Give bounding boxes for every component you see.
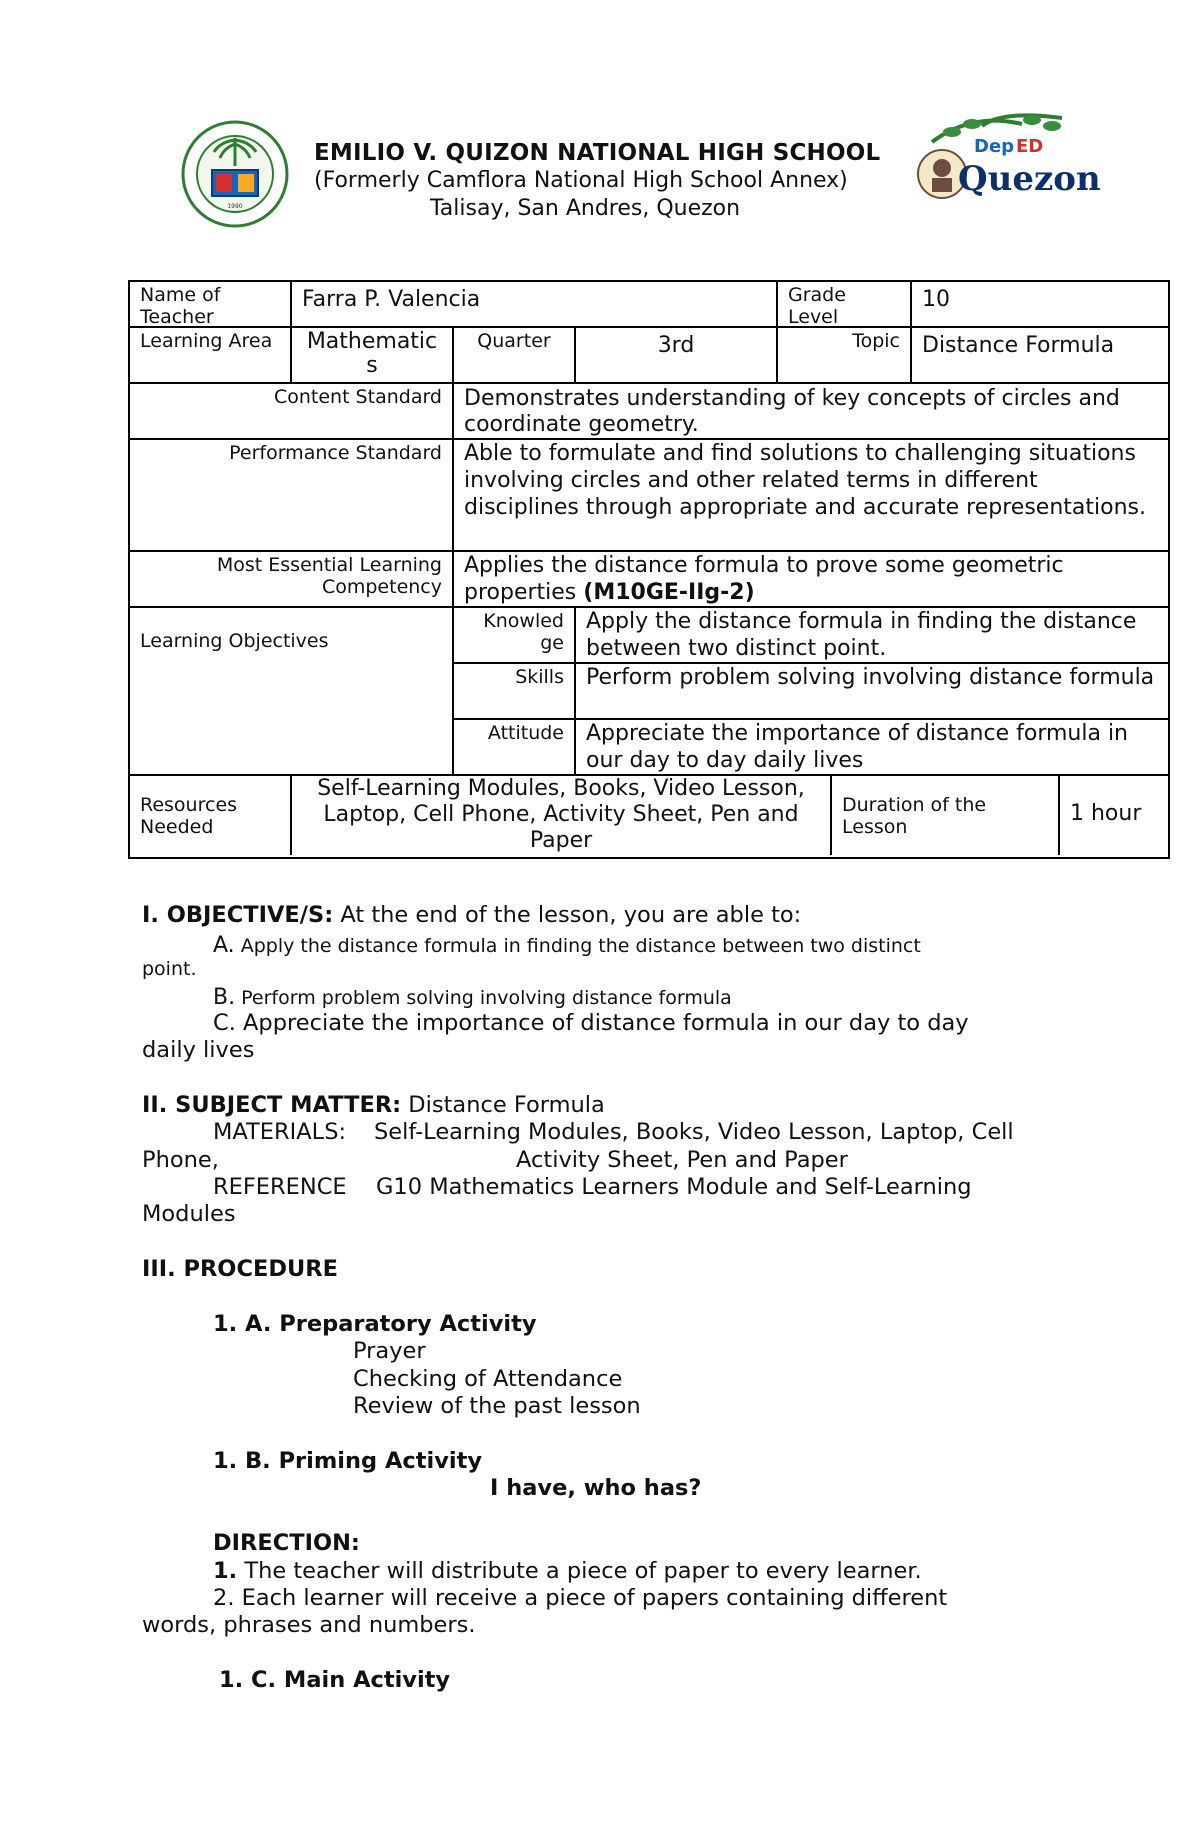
svg-text:Quezon: Quezon	[958, 159, 1101, 199]
priming-title: I have, who has?	[490, 1475, 702, 1501]
objective-c: C. Appreciate the importance of distance formula in our day to day	[213, 1010, 969, 1036]
school-former-name: (Formerly Camflora National High School Annex)	[314, 168, 848, 193]
school-name: EMILIO V. QUIZON NATIONAL HIGH SCHOOL	[314, 140, 881, 166]
direction-heading: DIRECTION:	[213, 1530, 360, 1556]
grade-label: Grade Level	[778, 282, 912, 328]
knowledge-label: Knowled ge	[454, 608, 576, 664]
objective-a	[213, 932, 921, 961]
direction-1-text: The teacher will distribute a piece of paper to every learner.	[237, 1558, 922, 1584]
lesson-info-table	[128, 280, 1170, 859]
teacher-label: Name of Teacher	[130, 282, 292, 328]
reference-label: REFERENCE	[213, 1174, 347, 1200]
resources-label: Resources Needed	[130, 776, 292, 855]
priming-heading: 1. B. Priming Activity	[213, 1448, 483, 1474]
objectives-heading: I. OBJECTIVE/S:	[142, 902, 334, 928]
melc-code: (M10GE-IIg-2)	[583, 580, 755, 605]
melc-text: Applies the distance formula to prove some geometric properties	[464, 553, 1064, 605]
subject-matter-topic: Distance Formula	[401, 1092, 605, 1118]
direction-1	[213, 1558, 922, 1586]
attitude-value: Appreciate the importance of distance formula in our day to day daily lives	[576, 720, 1168, 776]
quarter-value: 3rd	[576, 328, 778, 384]
area-label: Learning Area	[130, 328, 292, 384]
deped-quezon-logo	[912, 112, 1101, 212]
svg-text:Dep: Dep	[974, 136, 1015, 157]
grade-value: 10	[912, 282, 1168, 328]
preparatory-heading: 1. A. Preparatory Activity	[213, 1311, 537, 1337]
materials-label: MATERIALS:	[213, 1119, 347, 1145]
direction-2-cont: words, phrases and numbers.	[142, 1612, 476, 1638]
learning-objectives-label: Learning Objectives	[130, 608, 454, 776]
materials-cont-a: Phone,	[142, 1147, 219, 1173]
resources-value: Self-Learning Modules, Books, Video Lesson, Laptop, Cell Phone, Activity Sheet, Pen and Paper	[292, 776, 832, 855]
direction-1-num: 1.	[213, 1558, 238, 1584]
school-logo	[180, 118, 290, 230]
reference-cont: Modules	[142, 1201, 236, 1227]
objective-b-letter: B.	[213, 985, 236, 1010]
main-activity-heading: 1. C. Main Activity	[219, 1667, 451, 1693]
attitude-label: Attitude	[454, 720, 576, 776]
objectives-intro: At the end of the lesson, you are able to:	[333, 902, 802, 928]
materials-cont-b: Activity Sheet, Pen and Paper	[516, 1147, 848, 1173]
content-standard-value: Demonstrates understanding of key concepts of circles and coordinate geometry.	[454, 384, 1168, 440]
materials-value: Self-Learning Modules, Books, Video Lesson, Laptop, Cell	[374, 1119, 1014, 1145]
topic-value: Distance Formula	[912, 328, 1168, 384]
objective-b	[213, 984, 732, 1013]
duration-label: Duration of the Lesson	[832, 776, 1060, 855]
prep-item-review: Review of the past lesson	[353, 1393, 641, 1419]
teacher-value: Farra P. Valencia	[292, 282, 778, 328]
objective-a-text: Apply the distance formula in finding the distance between two distinct	[234, 935, 921, 957]
subject-matter-heading: II. SUBJECT MATTER:	[142, 1092, 402, 1118]
prep-item-prayer: Prayer	[353, 1338, 426, 1364]
quarter-label: Quarter	[454, 328, 576, 384]
objectives-heading-line	[142, 902, 801, 930]
objective-c-cont: daily lives	[142, 1037, 255, 1063]
objective-a-cont: point.	[142, 958, 197, 980]
school-address: Talisay, San Andres, Quezon	[430, 196, 741, 221]
prep-item-attendance: Checking of Attendance	[353, 1366, 623, 1392]
reference-value: G10 Mathematics Learners Module and Self-Learning	[376, 1174, 972, 1200]
knowledge-value: Apply the distance formula in finding the distance between two distinct point.	[576, 608, 1168, 664]
topic-label: Topic	[778, 328, 912, 384]
melc-value	[454, 552, 1168, 608]
svg-text:1990: 1990	[227, 203, 243, 210]
svg-text:ED: ED	[1016, 136, 1044, 157]
skills-value: Perform problem solving involving distance formula	[576, 664, 1168, 720]
duration-value: 1 hour	[1070, 801, 1142, 826]
performance-standard-value: Able to formulate and find solutions to challenging situations involving circles and other related terms in different disciplines through appropriate and accurate representations.	[454, 440, 1168, 552]
content-standard-label: Content Standard	[130, 384, 454, 440]
objective-b-text: Perform problem solving involving distance formula	[235, 987, 732, 1009]
procedure-heading: III. PROCEDURE	[142, 1256, 338, 1282]
performance-standard-label: Performance Standard	[130, 440, 454, 552]
objective-a-letter: A.	[213, 933, 235, 958]
area-value: Mathematic s	[292, 328, 454, 384]
melc-label: Most Essential Learning Competency	[130, 552, 454, 608]
direction-2: 2. Each learner will receive a piece of papers containing different	[213, 1585, 948, 1611]
subject-matter-line	[142, 1092, 605, 1120]
skills-label: Skills	[454, 664, 576, 720]
